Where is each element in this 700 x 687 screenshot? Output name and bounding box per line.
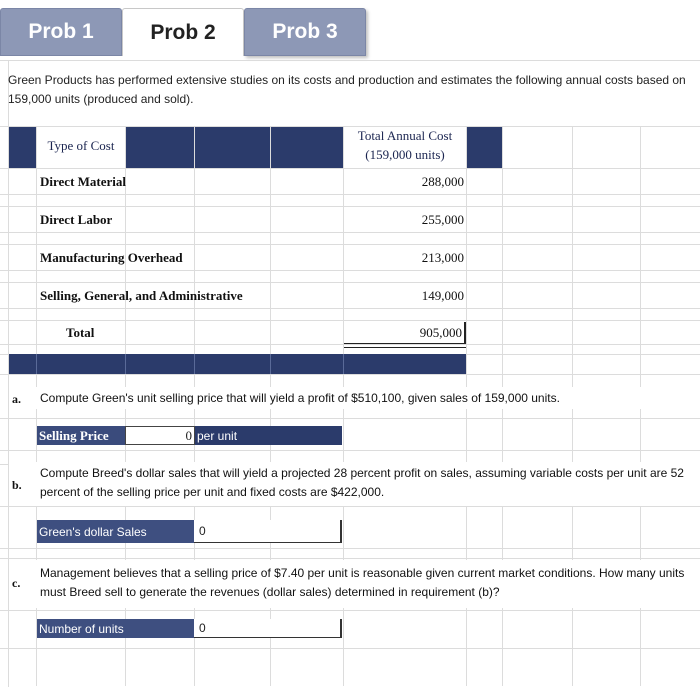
grid-line — [0, 610, 700, 611]
header-total-line2: (159,000 units) — [365, 147, 445, 162]
header-cell — [126, 127, 194, 168]
header-total-line1: Total Annual Cost — [357, 128, 453, 143]
part-a-question: Compute Green's unit selling price that will yield a profit of $510,100, given sales of 159,000 units. — [40, 391, 560, 405]
part-c-letter: c. — [12, 576, 21, 590]
tab-label: Prob 2 — [150, 20, 216, 44]
cost-row-label: Manufacturing Overhead — [40, 250, 183, 265]
total-label: Total — [66, 325, 95, 340]
grid-line — [0, 548, 700, 549]
number-of-units-input[interactable]: 0 — [194, 619, 342, 638]
grid-line — [0, 60, 700, 61]
dollar-sales-label: Green's dollar Sales — [37, 520, 194, 543]
total-value: 905,000 — [419, 325, 462, 340]
grid-line — [0, 374, 700, 375]
part-c-question: Management believes that a selling price of $7.40 per unit is reasonable given current market conditions. How many units must Breed sell to generate the revenues (dollar sales) determined in requirement (b)? — [40, 566, 685, 599]
tab-label: Prob 1 — [28, 20, 94, 43]
cost-row-value: 149,000 — [421, 288, 464, 303]
cost-row-value: 255,000 — [421, 212, 464, 227]
per-unit-label: per unit — [195, 426, 342, 445]
grid-line — [270, 354, 271, 374]
part-a-letter: a. — [12, 392, 21, 406]
worksheet — [0, 58, 700, 687]
part-b-question: Compute Breed's dollar sales that will yield a projected 28 percent profit on sales, assuming variable costs per unit are 52 percent of the selling price per unit and fixed costs are $422,000. — [40, 466, 684, 499]
header-cell — [467, 127, 502, 168]
dollar-sales-input[interactable]: 0 — [194, 520, 342, 543]
tab-prob-2[interactable] — [122, 8, 244, 56]
cost-row-label: Direct Material — [40, 174, 127, 189]
grid-line — [0, 450, 700, 451]
tab-label: Prob 3 — [272, 20, 338, 43]
grid-line — [0, 558, 700, 559]
tab-prob-1[interactable] — [0, 8, 122, 56]
grid-line — [0, 344, 700, 345]
cost-row-label: Direct Labor — [40, 212, 113, 227]
selling-price-label: Selling Price — [37, 426, 125, 445]
grid-line — [0, 648, 700, 649]
cost-row-value: 213,000 — [421, 250, 464, 265]
cost-row-value: 288,000 — [421, 174, 464, 189]
header-type-of-cost: Type of Cost — [47, 138, 115, 153]
double-underline — [344, 347, 466, 348]
grid-line — [194, 354, 195, 374]
grid-line — [343, 354, 344, 374]
grid-line — [36, 354, 37, 374]
grid-line — [0, 506, 700, 507]
intro-text: Green Products has performed extensive studies on its costs and production and estimates the following annual costs based on 159,000 units (produced and sold). — [8, 73, 686, 106]
tab-prob-3[interactable] — [244, 8, 366, 56]
selling-price-input[interactable]: 0 — [125, 426, 195, 445]
grid-line — [0, 418, 700, 419]
section-divider — [9, 354, 466, 374]
number-of-units-label: Number of units — [37, 619, 194, 638]
grid-line — [125, 354, 126, 374]
cost-row-label: Selling, General, and Administrative — [40, 288, 243, 303]
tab-bar — [0, 0, 700, 60]
header-cell — [271, 127, 343, 168]
header-cell — [195, 127, 270, 168]
header-cell — [9, 127, 36, 168]
part-b-letter: b. — [12, 478, 22, 492]
